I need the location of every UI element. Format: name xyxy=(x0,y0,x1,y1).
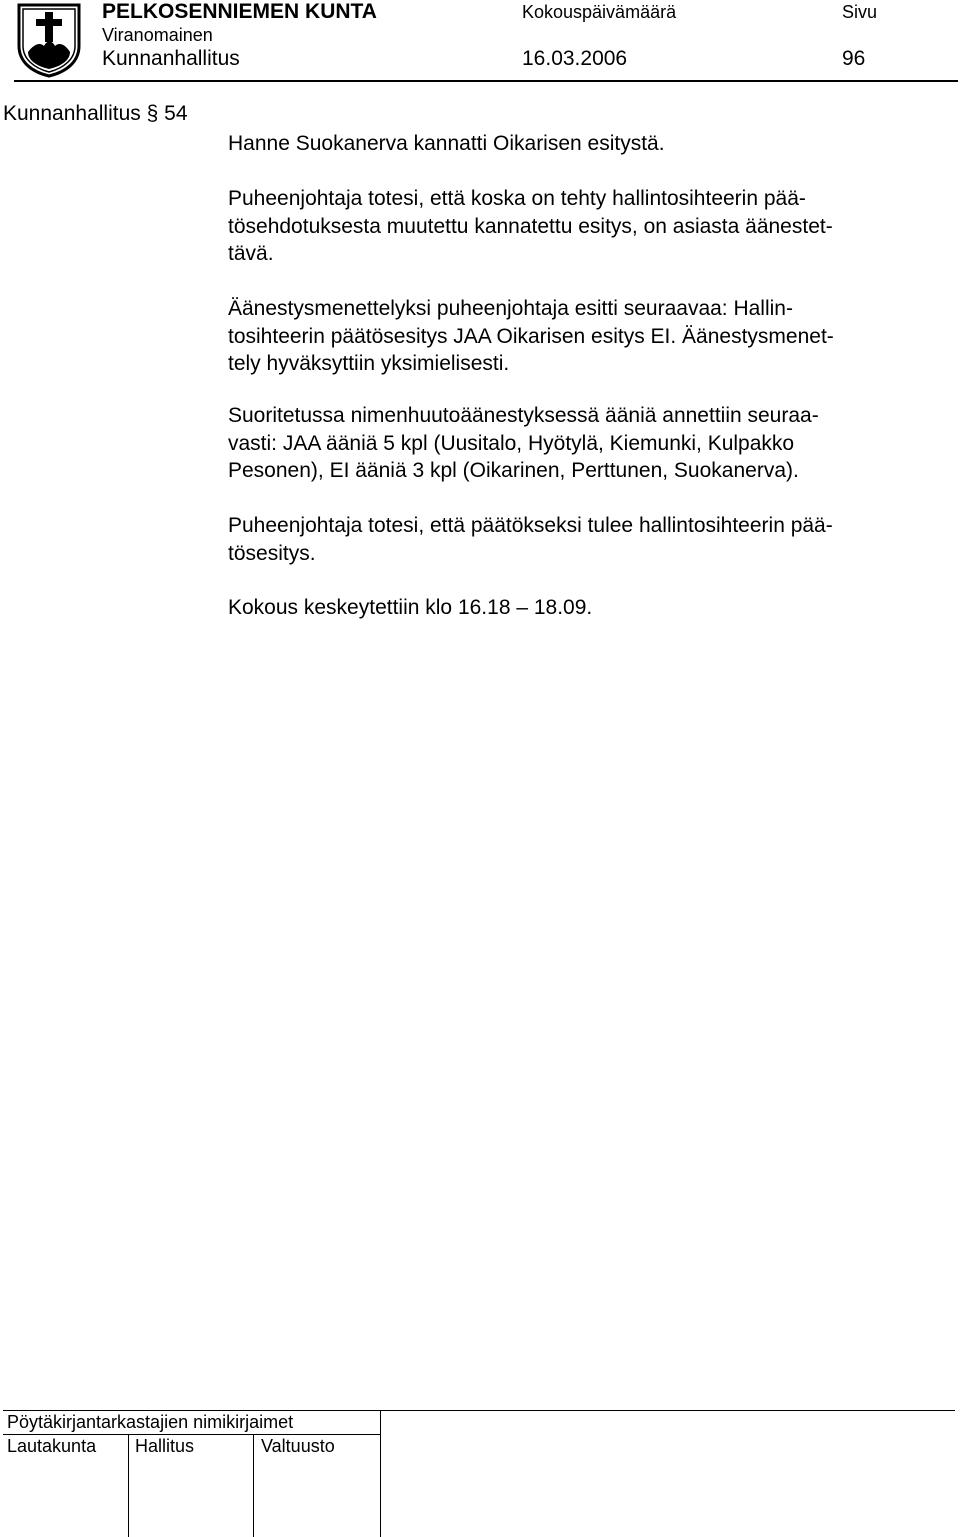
text-line: tävä. xyxy=(228,242,274,265)
footer-column-hallitus: Hallitus xyxy=(135,1436,195,1456)
paragraph-meeting-break xyxy=(228,594,928,622)
text-line: tösesitys. xyxy=(228,541,316,565)
section-label xyxy=(3,102,188,126)
section-board: Kunnanhallitus xyxy=(3,102,141,125)
section-symbol: § xyxy=(146,102,159,125)
text-line: Kokous keskeytettiin klo 16.18 – 18.09. xyxy=(228,596,593,619)
text-line: vasti: JAA ääniä 5 kpl (Uusitalo, Hyötylä, Kiemunki, Kulpakko xyxy=(228,431,795,455)
paragraph-vote-required xyxy=(228,185,928,268)
authority-label: Viranomainen xyxy=(102,25,213,45)
footer-column-divider xyxy=(380,1410,381,1537)
section-number: 54 xyxy=(164,102,188,125)
text-line: Äänestysmenettelyksi puheenjohtaja esitti seuraavaa: Hallin- xyxy=(228,297,793,320)
text-line: tösehdotuksesta muutettu kannatettu esitys, on asiasta äänestet- xyxy=(228,214,833,238)
paragraph-vote-result xyxy=(228,402,928,485)
footer-top-rule xyxy=(3,1410,955,1411)
organization-name: PELKOSENNIEMEN KUNTA xyxy=(102,0,377,23)
footer-column-divider xyxy=(253,1434,254,1537)
paragraph-decision xyxy=(228,512,928,567)
footer-title: Pöytäkirjantarkastajien nimikirjaimet xyxy=(7,1412,294,1432)
text-line: Pesonen), EI ääniä 3 kpl (Oikarinen, Perttunen, Suokanerva). xyxy=(228,459,799,482)
footer-column-divider xyxy=(128,1434,129,1537)
text-line: tely hyväksyttiin yksimielisesti. xyxy=(228,352,510,375)
footer-column-valtuusto: Valtuusto xyxy=(261,1436,335,1456)
coat-of-arms-logo xyxy=(16,2,82,78)
footer-column-lautakunta: Lautakunta xyxy=(7,1436,97,1456)
text-line: Hanne Suokanerva kannatti Oikarisen esitystä. xyxy=(228,132,665,155)
text-line: tosihteerin päätösesitys JAA Oikarisen esitys EI. Äänestysmenet- xyxy=(228,324,834,348)
page-label: Sivu xyxy=(842,2,878,22)
board-name: Kunnanhallitus xyxy=(102,47,240,70)
header-divider xyxy=(14,80,958,82)
text-line: Puheenjohtaja totesi, että koska on tehty hallintosihteerin pää- xyxy=(228,187,806,210)
paragraph-voting-procedure xyxy=(228,295,928,378)
page-number: 96 xyxy=(842,47,866,70)
text-line: Suoritetussa nimenhuutoäänestyksessä ääniä annettiin seuraa- xyxy=(228,404,819,427)
meeting-date: 16.03.2006 xyxy=(522,47,628,70)
text-line: Puheenjohtaja totesi, että päätökseksi tulee hallintosihteerin pää- xyxy=(228,514,833,537)
meeting-date-label: Kokouspäivämäärä xyxy=(522,2,677,22)
footer-header-rule xyxy=(3,1434,380,1435)
paragraph-seconding xyxy=(228,130,928,158)
